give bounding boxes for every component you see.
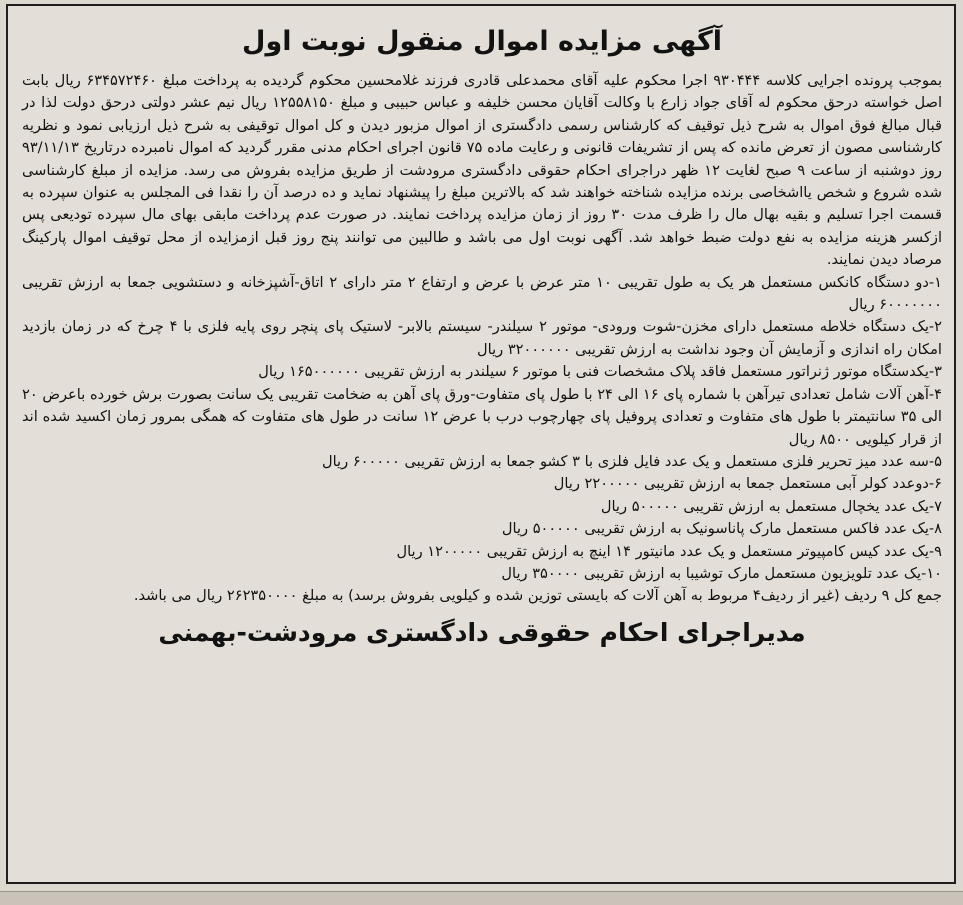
signature: مدیراجرای احکام حقوقی دادگستری مرودشت-بهمنی [158,617,806,647]
auction-item: ۳-یکدستگاه موتور ژنراتور مستعمل فاقد پلاک مشخصات فنی با موتور ۶ سیلندر به ارزش تقریبی ۱۶۵۰۰۰۰۰۰ ریال [258,363,942,381]
auction-item: ۸-یک عدد فاکس مستعمل مارک پاناسونیک به ارزش تقریبی ۵۰۰۰۰۰ ریال [501,520,942,538]
auction-item: ۶-دوعدد کولر آبی مستعمل جمعا به ارزش تقریبی ۲۲۰۰۰۰۰ ریال [553,475,942,493]
auction-item: ۱۰-یک عدد تلویزیون مستعمل مارک توشیبا به ارزش تقریبی ۳۵۰۰۰۰ ریال [501,564,942,582]
notice-title: آگهی مزایده اموال منقول نوبت اول [242,26,722,57]
notice-body: بموجب پرونده اجرایی کلاسه ۹۳۰۴۴۴ اجرا محکوم علیه آقای محمدعلی قادری فرزند غلامحسین محکوم گردیده به پرداخت مبلغ ۶۳۴۵۷۲۴۶۰ ریال بابت اصل خواسته درحق محکوم له آقای جواد زارع با وکالت آقایان محسن خلیفه و عباس حبیبی و مبلغ ۱۲۵۵۸۱۵۰ ریال نیم عشر دولتی درحق دولت لذا در قبال مبالغ فوق اموال به شرح ذیل توقیف که کارشناس رسمی دادگستری از اموال مزبور دیدن و کل اموال توقیفی به شرح ذیل ارزیابی نمود و نظریه کارشناسی مصون از تعرض مانده که پس از تشریفات قانونی و رعایت ماده ۷۵ قانون اجرای احکام مدنی مقرر گردید که اموال نامبرده درتاریخ ۹۳/۱۱/۱۳ روز دوشنبه از ساعت ۹ صبح لغایت ۱۲ ظهر دراجرای احکام حقوقی دادگستری مرودشت از طریق مزایده بفروش می رسد. مزایده از مبلغ کارشناسی شده شروع و شخص یااشخاصی برنده مزایده شناخته خواهند شد که بالاترین مبلغ را پیشنهاد نماید و ده درصد آن را نقدا فی المجلس به عنوان سپرده به قسمت اجرا تسلیم و بقیه بهال مال را ظرف مدت ۳۰ روز از زمان مزایده پرداخت نمایند. در صورت عدم پرداخت مابقی بهای مال سپرده تودیعی پس ازکسر هزینه مزایده به نفع دولت ضبط خواهد شد. آگهی نوبت اول می باشد و طالبین می توانند پنج روز قبل ازمزایده از محل توقیف اموال پارکینگ مرصاد دیدن نمایند. [22,72,943,269]
page-edge [0,891,963,905]
notice-frame [6,4,956,884]
auction-item: ۵-سه عدد میز تحریر فلزی مستعمل و یک عدد فایل فلزی با ۳ کشو جمعا به ارزش تقریبی ۶۰۰۰۰۰ ریال [322,452,942,470]
auction-item: ۱-دو دستگاه کانکس مستعمل هر یک به طول تقریبی ۱۰ متر عرض با عرض و ارتفاع ۲ متر دارای ۲ اتاق-آشپزخانه و دستشویی جمعا به ارزش تقریبی ۶۰۰۰۰۰۰۰ ریال [22,273,942,314]
total-amount: جمع کل ۹ ردیف (غیر از ردیف۴ مربوط به آهن آلات که بایستی توزین شده و کیلویی بفروش برسد) به مبلغ ۲۶۲۳۵۰۰۰۰ ریال می باشد. [133,587,942,605]
notice-content [22,14,942,658]
auction-item: ۴-آهن آلات شامل تعدادی تیرآهن با شماره پای ۱۶ الی ۲۴ با طول پای متفاوت-ورق پای آهن به ضخامت تقریبی یک سانت بصورت برش خورده باعرض ۲۰ الی ۳۵ سانتیمتر با طول های متفاوت و تعدادی پروفیل پای چهارچوب درب با عرض ۱۲ سانت در طول های متفاوت که همگی بمرور زمان اکسید شده اند از قرار کیلویی ۸۵۰۰ ریال [22,385,942,448]
auction-item: ۷-یک عدد یخچال مستعمل به ارزش تقریبی ۵۰۰۰۰۰ ریال [600,497,942,515]
auction-item: ۲-یک دستگاه خلاطه مستعمل دارای مخزن-شوت ورودی- موتور ۲ سیلندر- سیستم بالابر- لاستیک پای پنچر روی پایه فلزی با ۴ چرخ که در زمان بازدید امکان راه اندازی و آزمایش آن وجود نداشت به ارزش تقریبی ۳۲۰۰۰۰۰۰ ریال [22,318,942,358]
auction-item: ۹-یک عدد کیس کامپیوتر مستعمل و یک عدد مانیتور ۱۴ اینچ به ارزش تقریبی ۱۲۰۰۰۰۰ ریال [396,542,942,560]
auction-items-list [22,272,942,586]
